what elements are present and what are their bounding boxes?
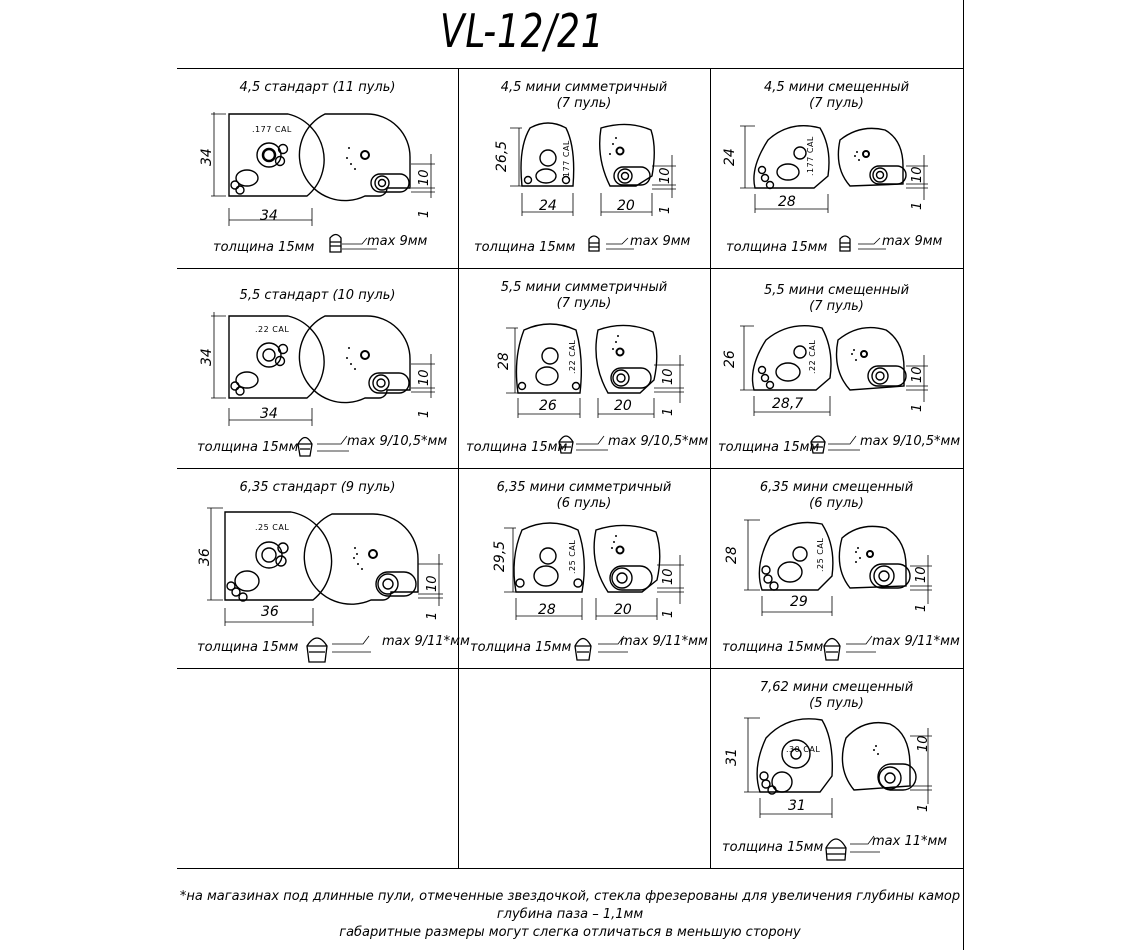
cell-caption: 6,35 мини симметричный bbox=[496, 480, 672, 495]
height-dimension: 34 bbox=[199, 148, 215, 166]
cell-caption: 5,5 стандарт (10 пуль) bbox=[239, 288, 396, 303]
thickness-label: толщина 15мм bbox=[470, 640, 572, 655]
thickness-label: толщина 15мм bbox=[197, 440, 299, 455]
max-length-label: max 9/10,5*мм bbox=[860, 434, 961, 449]
caliber-label: .177 CAL bbox=[562, 140, 571, 180]
height-dimension: 34 bbox=[199, 348, 215, 366]
max-length-label: max 9/11*мм bbox=[872, 634, 960, 649]
footnote-groove-depth: глубина паза – 1,1мм bbox=[496, 907, 644, 922]
right-width-dimension: 20 bbox=[614, 398, 632, 414]
width-dimension: 36 bbox=[261, 604, 279, 620]
cell-caption-count: (7 пуль) bbox=[556, 296, 612, 311]
cell-caption: 5,5 мини смещенный bbox=[763, 283, 910, 298]
max-length-label: max 9мм bbox=[882, 234, 943, 249]
max-length-label: max 9мм bbox=[630, 234, 691, 249]
magazine-cell-635-mini-symmetric bbox=[458, 468, 710, 668]
right-width-dimension: 20 bbox=[617, 198, 635, 214]
thickness-label: толщина 15мм bbox=[474, 240, 576, 255]
magazine-cell-45-mini-offset bbox=[710, 68, 963, 268]
caliber-label: .25 CAL bbox=[816, 537, 825, 572]
width-dimension: 34 bbox=[260, 406, 278, 422]
max-length-label: max 9/11*мм bbox=[382, 634, 470, 649]
slot-gap-dimension: 1 bbox=[916, 803, 931, 812]
cell-caption-count: (7 пуль) bbox=[556, 96, 612, 111]
slot-height-dimension: 10 bbox=[910, 366, 925, 383]
thickness-label: толщина 15мм bbox=[722, 640, 824, 655]
max-length-label: max 9мм bbox=[367, 234, 428, 249]
cell-caption: 6,35 стандарт (9 пуль) bbox=[239, 480, 396, 495]
slot-height-dimension: 10 bbox=[417, 169, 432, 186]
thickness-label: толщина 15мм bbox=[722, 840, 824, 855]
footnote-dimensions: габаритные размеры могут слегка отличаться в меньшую сторону bbox=[339, 925, 801, 940]
max-length-label: max 9/11*мм bbox=[620, 634, 708, 649]
cell-caption-count: (6 пуль) bbox=[809, 496, 864, 511]
width-dimension: 26 bbox=[539, 398, 557, 414]
magazine-cell-55-mini-symmetric bbox=[458, 268, 710, 468]
thickness-label: толщина 15мм bbox=[466, 440, 568, 455]
cell-caption: 4,5 стандарт (11 пуль) bbox=[239, 80, 396, 95]
slot-gap-dimension: 1 bbox=[910, 201, 925, 210]
caliber-label: .30 CAL bbox=[786, 745, 821, 754]
cell-caption-count: (7 пуль) bbox=[809, 299, 864, 314]
grid-line bbox=[177, 868, 963, 869]
magazine-cell-762-mini-offset bbox=[710, 668, 963, 868]
slot-height-dimension: 10 bbox=[916, 735, 931, 752]
width-dimension: 34 bbox=[260, 208, 278, 224]
magazine-cell-635-standard bbox=[177, 468, 470, 668]
magazine-cell-635-mini-offset bbox=[710, 468, 963, 668]
height-dimension: 29,5 bbox=[492, 540, 508, 572]
cell-caption: 5,5 мини симметричный bbox=[500, 280, 668, 295]
slot-height-dimension: 10 bbox=[914, 566, 929, 583]
slot-height-dimension: 10 bbox=[661, 568, 676, 585]
width-dimension: 24 bbox=[539, 198, 557, 214]
drawing-title: VL-12/21 bbox=[440, 4, 605, 58]
thickness-label: толщина 15мм bbox=[197, 640, 299, 655]
cell-caption: 7,62 мини смещенный bbox=[759, 680, 914, 695]
height-dimension: 26,5 bbox=[494, 140, 510, 172]
slot-height-dimension: 10 bbox=[661, 368, 676, 385]
height-dimension: 26 bbox=[722, 350, 738, 368]
max-length-label: max 11*мм bbox=[872, 834, 948, 849]
footnote-star: *на магазинах под длинные пули, отмеченные звездочкой, стекла фрезерованы для увеличения глубины камор bbox=[179, 889, 961, 904]
cell-caption: 4,5 мини симметричный bbox=[500, 80, 668, 95]
right-border bbox=[963, 0, 964, 950]
slot-gap-dimension: 1 bbox=[417, 209, 432, 218]
caliber-label: .25 CAL bbox=[255, 523, 290, 532]
cell-caption: 4,5 мини смещенный bbox=[763, 80, 910, 95]
thickness-label: толщина 15мм bbox=[718, 440, 820, 455]
magazine-cell-45-mini-symmetric bbox=[458, 68, 710, 268]
width-dimension: 31 bbox=[788, 798, 806, 814]
slot-gap-dimension: 1 bbox=[661, 609, 676, 618]
magazine-cell-55-mini-offset bbox=[710, 268, 963, 468]
caliber-label: .177 CAL bbox=[252, 125, 292, 134]
max-length-label: max 9/10,5*мм bbox=[347, 434, 448, 449]
width-dimension: 28 bbox=[538, 602, 556, 618]
slot-height-dimension: 10 bbox=[417, 369, 432, 386]
slot-height-dimension: 10 bbox=[425, 575, 440, 592]
caliber-label: .22 CAL bbox=[255, 325, 290, 334]
slot-height-dimension: 10 bbox=[658, 167, 673, 184]
width-dimension: 29 bbox=[790, 594, 808, 610]
slot-gap-dimension: 1 bbox=[661, 407, 676, 416]
width-dimension: 28 bbox=[778, 194, 796, 210]
magazine-cell-55-standard bbox=[177, 268, 458, 468]
height-dimension: 28 bbox=[496, 352, 512, 370]
slot-gap-dimension: 1 bbox=[910, 403, 925, 412]
cell-caption-count: (6 пуль) bbox=[556, 496, 612, 511]
height-dimension: 31 bbox=[724, 748, 740, 766]
slot-gap-dimension: 1 bbox=[658, 205, 673, 214]
height-dimension: 24 bbox=[722, 148, 738, 166]
slot-gap-dimension: 1 bbox=[914, 603, 929, 612]
cell-caption-count: (7 пуль) bbox=[809, 96, 864, 111]
cell-caption: 6,35 мини смещенный bbox=[759, 480, 914, 495]
height-dimension: 28 bbox=[724, 546, 740, 564]
slot-height-dimension: 10 bbox=[910, 166, 925, 183]
caliber-label: .22 CAL bbox=[568, 339, 577, 374]
caliber-label: .25 CAL bbox=[568, 539, 577, 574]
thickness-label: толщина 15мм bbox=[726, 240, 828, 255]
thickness-label: толщина 15мм bbox=[213, 240, 315, 255]
caliber-label: .177 CAL bbox=[806, 136, 815, 176]
slot-gap-dimension: 1 bbox=[425, 611, 440, 620]
slot-gap-dimension: 1 bbox=[417, 409, 432, 418]
caliber-label: .22 CAL bbox=[808, 339, 817, 374]
right-width-dimension: 20 bbox=[614, 602, 632, 618]
cell-caption-count: (5 пуль) bbox=[809, 696, 864, 711]
height-dimension: 36 bbox=[197, 548, 213, 566]
magazine-cell-45-standard bbox=[177, 68, 458, 268]
width-dimension: 28,7 bbox=[772, 396, 804, 412]
max-length-label: max 9/10,5*мм bbox=[608, 434, 709, 449]
